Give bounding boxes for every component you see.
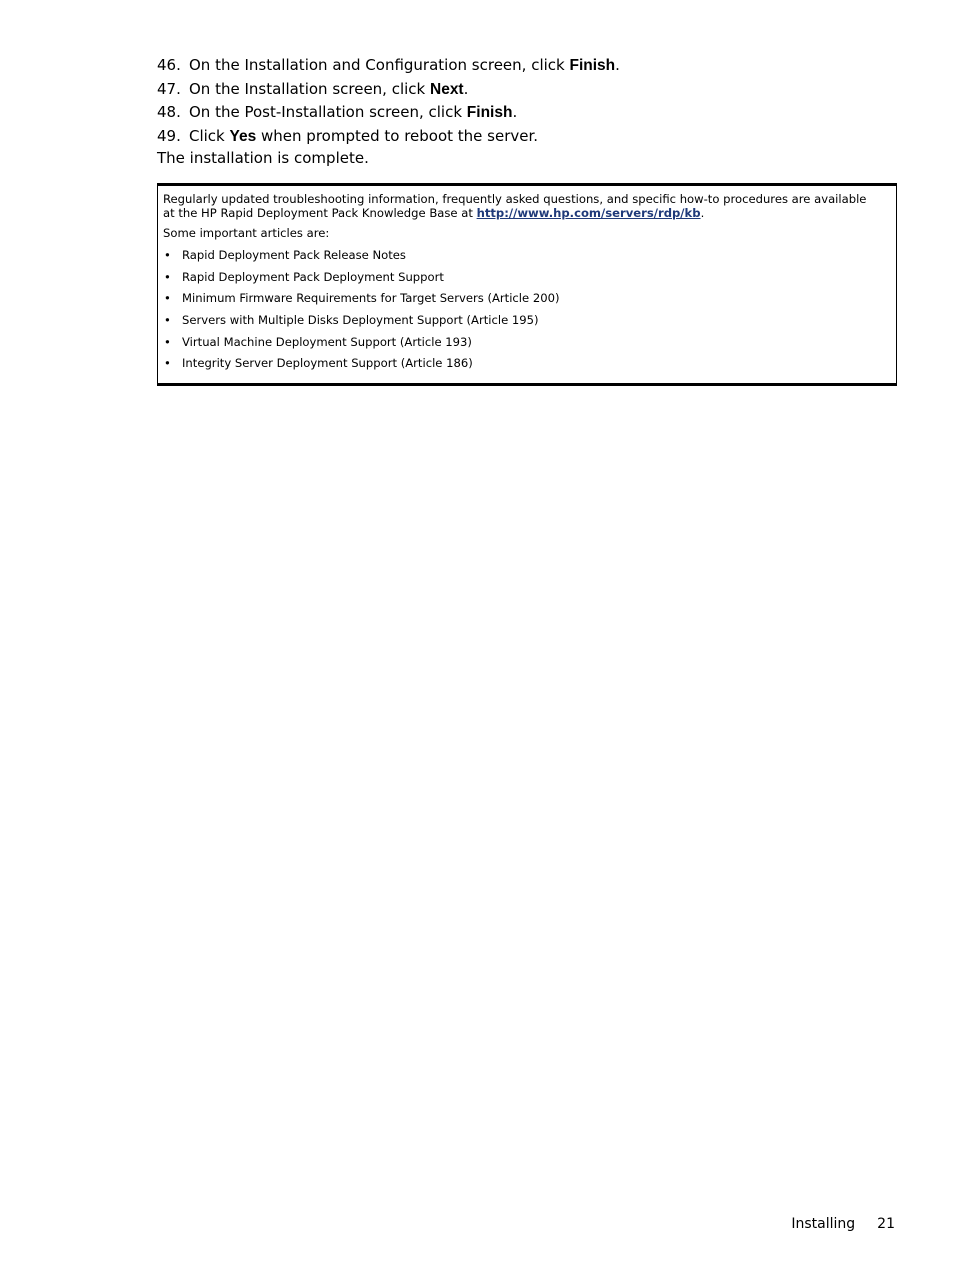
- list-item: [163, 288, 880, 310]
- step-ui-label: Yes: [229, 128, 257, 146]
- bullet-icon: •: [164, 248, 171, 262]
- article-title: Minimum Firmware Requirements for Target Servers (Article 200): [182, 291, 560, 306]
- step-text-end: .: [512, 103, 518, 122]
- step-text: On the Installation and Configuration screen, click: [189, 56, 570, 74]
- step-number: 49.: [157, 127, 181, 146]
- page-number: 21: [877, 1216, 895, 1232]
- step-ui-label: Finish: [569, 57, 616, 74]
- tip-intro-end: .: [700, 206, 705, 220]
- bullet-icon: •: [164, 291, 171, 306]
- step-text: On the Post-Installation screen, click: [189, 103, 467, 122]
- article-title: Rapid Deployment Pack Release Notes: [182, 248, 406, 262]
- list-item: [163, 267, 880, 289]
- step-ui-label: Finish: [466, 104, 513, 122]
- step-text-end: when prompted to reboot the server.: [256, 127, 539, 146]
- completion-text: The installation is complete.: [157, 149, 369, 167]
- tip-intro-text: Regularly updated troubleshooting information, frequently asked questions, and specific how-to procedures are available at the HP Rapid Deployment Pack Knowledge Base at: [163, 192, 867, 220]
- page-footer: [791, 1214, 895, 1234]
- step-text-end: .: [463, 79, 469, 98]
- bullet-icon: •: [164, 356, 171, 371]
- step-item: [157, 101, 897, 125]
- step-item: [157, 54, 897, 78]
- article-title: Rapid Deployment Pack Deployment Support: [182, 269, 444, 284]
- step-item: [157, 125, 897, 149]
- step-item: [157, 78, 897, 102]
- footer-section-title: Installing: [791, 1216, 856, 1232]
- step-ui-label: Next: [430, 80, 464, 98]
- step-number: 48.: [157, 103, 181, 122]
- knowledge-base-link[interactable]: http://www.hp.com/servers/rdp/kb: [476, 206, 701, 220]
- procedure-steps: [157, 54, 897, 149]
- list-item: [163, 245, 880, 267]
- tip-intro: [163, 192, 880, 220]
- list-item: [163, 353, 880, 375]
- article-title: Integrity Server Deployment Support (Article 186): [182, 356, 473, 371]
- article-title: Virtual Machine Deployment Support (Article 193): [182, 334, 472, 349]
- step-text: Click: [189, 127, 230, 146]
- knowledge-base-tip-box: [157, 183, 897, 386]
- list-item: [163, 310, 880, 332]
- bullet-icon: •: [164, 269, 171, 284]
- bullet-icon: •: [164, 334, 171, 349]
- article-list: [163, 245, 880, 375]
- step-text-end: .: [615, 56, 620, 74]
- tip-subheading: Some important articles are:: [163, 226, 330, 240]
- bullet-icon: •: [164, 313, 171, 328]
- article-title: Servers with Multiple Disks Deployment Support (Article 195): [182, 313, 539, 328]
- list-item: [163, 332, 880, 354]
- step-number: 47.: [157, 79, 181, 98]
- step-number: 46.: [157, 56, 181, 74]
- step-text: On the Installation screen, click: [189, 79, 430, 98]
